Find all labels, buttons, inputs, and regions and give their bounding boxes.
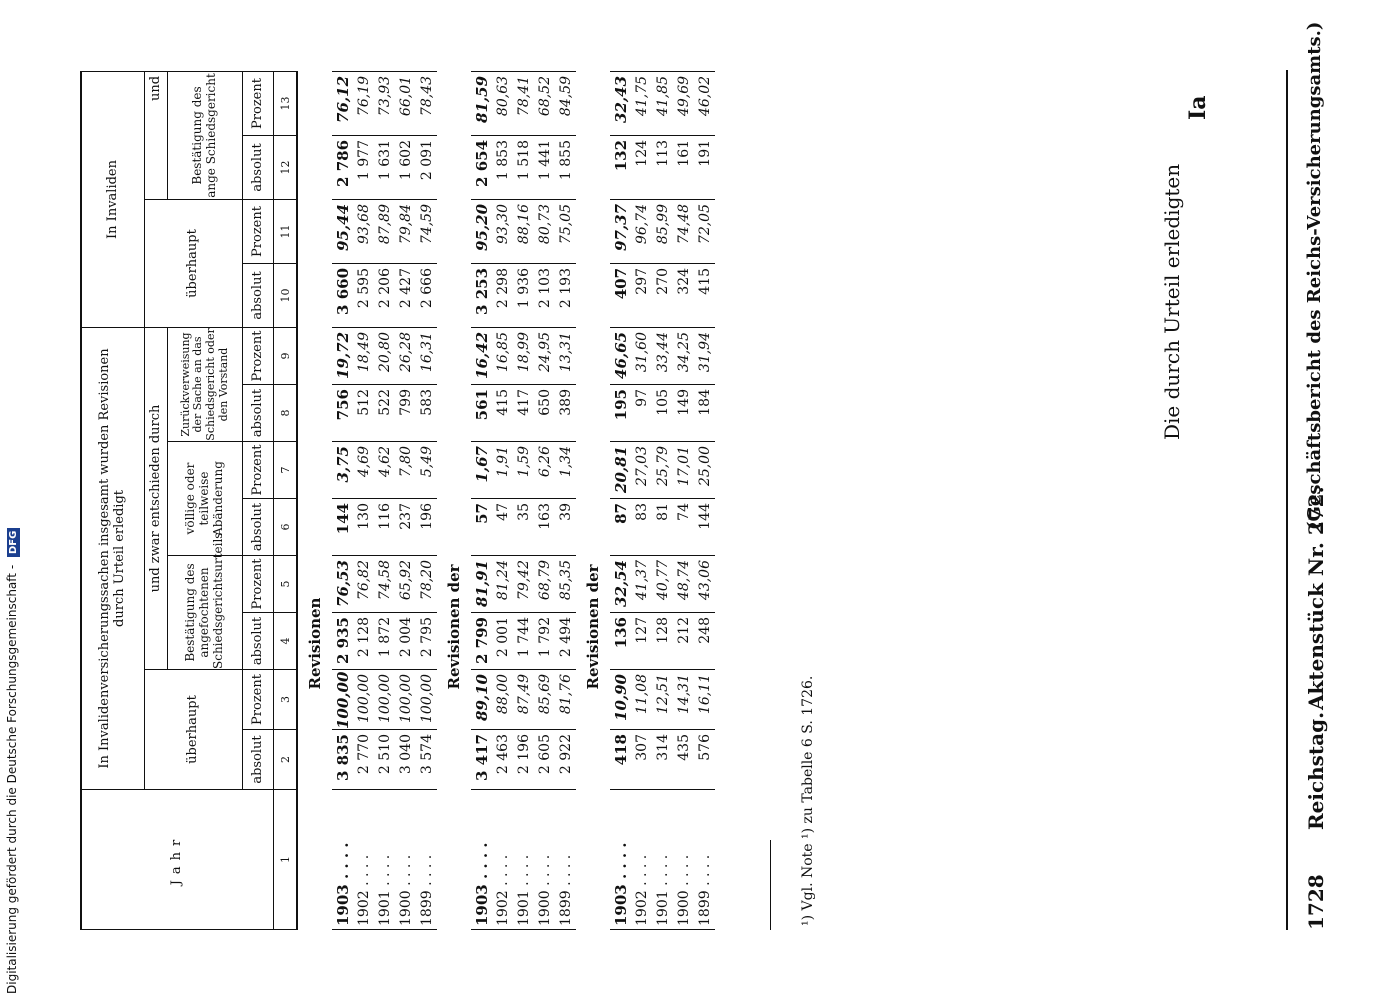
- value-cell: 196: [416, 499, 437, 556]
- col-number: 13: [274, 71, 298, 135]
- value-cell: 2 786: [332, 135, 353, 199]
- head-absolut: absolut: [243, 499, 274, 556]
- value-cell: 7,80: [395, 442, 416, 499]
- value-cell: 16,31: [416, 327, 437, 384]
- year-cell: 1903 . . . .: [610, 790, 631, 930]
- value-cell: 65,92: [395, 556, 416, 613]
- value-cell: 3 835: [332, 730, 353, 790]
- value-cell: 2 206: [374, 263, 395, 327]
- value-cell: 10,90: [610, 670, 631, 730]
- value-cell: 81,91: [471, 556, 492, 613]
- value-cell: 314: [652, 730, 673, 790]
- value-cell: 25,79: [652, 442, 673, 499]
- value-cell: 2 427: [395, 263, 416, 327]
- value-cell: 95,44: [332, 199, 353, 263]
- value-cell: 97: [631, 385, 652, 442]
- value-cell: 87,49: [513, 670, 534, 730]
- year-cell: 1900 . . . .: [534, 790, 555, 930]
- col-number: 8: [274, 385, 298, 442]
- value-cell: 512: [353, 385, 374, 442]
- table-row: [631, 71, 652, 929]
- value-cell: 2 795: [416, 613, 437, 670]
- header-aktenstueck: Aktenstück Nr. 272.: [1304, 486, 1328, 710]
- value-cell: 1 855: [555, 135, 576, 199]
- head-prozent: Prozent: [243, 556, 274, 613]
- value-cell: 81,76: [555, 670, 576, 730]
- table-row: [374, 71, 395, 929]
- value-cell: 89,10: [471, 670, 492, 730]
- value-cell: 195: [610, 385, 631, 442]
- value-cell: 1 936: [513, 263, 534, 327]
- value-cell: 2 595: [353, 263, 374, 327]
- value-cell: 2 654: [471, 135, 492, 199]
- value-cell: 2 494: [555, 613, 576, 670]
- value-cell: 324: [673, 263, 694, 327]
- table-row: [694, 71, 715, 929]
- value-cell: 100,00: [374, 670, 395, 730]
- value-cell: 43,06: [694, 556, 715, 613]
- value-cell: 74,59: [416, 199, 437, 263]
- value-cell: 407: [610, 263, 631, 327]
- section-heading-row: [297, 71, 332, 929]
- head-group-a: In Invalidenversicherungssachen insgesamt wurden Revisionen durch Urteil erledigt: [81, 327, 145, 789]
- value-cell: 1,34: [555, 442, 576, 499]
- value-cell: 33,44: [652, 327, 673, 384]
- value-cell: 756: [332, 385, 353, 442]
- value-cell: 3 253: [471, 263, 492, 327]
- value-cell: 74,58: [374, 556, 395, 613]
- col-number: 10: [274, 263, 298, 327]
- value-cell: 46,02: [694, 71, 715, 135]
- value-cell: 3 660: [332, 263, 353, 327]
- value-cell: 16,85: [492, 327, 513, 384]
- value-cell: 116: [374, 499, 395, 556]
- value-cell: 270: [652, 263, 673, 327]
- value-cell: 76,53: [332, 556, 353, 613]
- value-cell: 415: [492, 385, 513, 442]
- page-header: [1300, 21, 1340, 930]
- value-cell: 34,25: [673, 327, 694, 384]
- value-cell: 132: [610, 135, 631, 199]
- value-cell: 2 004: [395, 613, 416, 670]
- value-cell: 124: [631, 135, 652, 199]
- page-number: 1728: [1304, 874, 1328, 930]
- head-jahr: Jahr: [81, 790, 274, 930]
- value-cell: 68,79: [534, 556, 555, 613]
- head-aenderung: völlige oder teilweise Abänderung: [168, 442, 243, 556]
- side-note-text: Digitalisierung gefördert durch die Deutsche Forschungsgemeinschaft -: [5, 564, 19, 994]
- table-row: [416, 71, 437, 929]
- value-cell: 2 128: [353, 613, 374, 670]
- value-cell: 88,00: [492, 670, 513, 730]
- head-prozent: Prozent: [243, 670, 274, 730]
- section-heading: Revisionen: [306, 597, 324, 690]
- year-cell: 1901 . . . .: [374, 790, 395, 930]
- year-cell: 1900 . . . .: [673, 790, 694, 930]
- section-heading: Revisionen der: [584, 564, 602, 690]
- header-right: (Geschäftsbericht des Reichs-Versicherungsamts.): [1304, 21, 1325, 530]
- table-row: [610, 71, 631, 929]
- value-cell: 1,91: [492, 442, 513, 499]
- value-cell: 2 091: [416, 135, 437, 199]
- value-cell: 2 510: [374, 730, 395, 790]
- head-bestaetigung: Bestätigung des angefochtenen Schiedsgerichtsurteils: [168, 556, 243, 670]
- value-cell: 2 001: [492, 613, 513, 670]
- col-number: 1: [274, 790, 298, 930]
- value-cell: 76,82: [353, 556, 374, 613]
- value-cell: 1 977: [353, 135, 374, 199]
- value-cell: 41,37: [631, 556, 652, 613]
- value-cell: 1,67: [471, 442, 492, 499]
- col-number: 12: [274, 135, 298, 199]
- value-cell: 144: [694, 499, 715, 556]
- table-row: [534, 71, 555, 929]
- column-numbers: [274, 71, 298, 929]
- value-cell: 1 853: [492, 135, 513, 199]
- value-cell: 76,19: [353, 71, 374, 135]
- year-cell: 1899 . . . .: [694, 790, 715, 930]
- value-cell: 100,00: [416, 670, 437, 730]
- year-cell: 1902 . . . .: [631, 790, 652, 930]
- value-cell: 4,69: [353, 442, 374, 499]
- value-cell: 184: [694, 385, 715, 442]
- value-cell: 83: [631, 499, 652, 556]
- value-cell: 212: [673, 613, 694, 670]
- value-cell: 24,95: [534, 327, 555, 384]
- value-cell: 78,43: [416, 71, 437, 135]
- value-cell: 127: [631, 613, 652, 670]
- value-cell: 2 935: [332, 613, 353, 670]
- section-heading-row: [437, 71, 471, 929]
- table-row: [395, 71, 416, 929]
- value-cell: 16,42: [471, 327, 492, 384]
- year-cell: 1900 . . . .: [395, 790, 416, 930]
- value-cell: 57: [471, 499, 492, 556]
- value-cell: 41,85: [652, 71, 673, 135]
- value-cell: 3 040: [395, 730, 416, 790]
- value-cell: 415: [694, 263, 715, 327]
- value-cell: 78,20: [416, 556, 437, 613]
- value-cell: 78,41: [513, 71, 534, 135]
- value-cell: 35: [513, 499, 534, 556]
- value-cell: 96,74: [631, 199, 652, 263]
- value-cell: 80,63: [492, 71, 513, 135]
- data-table: [80, 71, 715, 930]
- value-cell: 93,30: [492, 199, 513, 263]
- value-cell: 87,89: [374, 199, 395, 263]
- value-cell: 3 417: [471, 730, 492, 790]
- value-cell: 128: [652, 613, 673, 670]
- col-number: 3: [274, 670, 298, 730]
- head-absolut: absolut: [243, 613, 274, 670]
- head-prozent: Prozent: [243, 442, 274, 499]
- value-cell: 32,43: [610, 71, 631, 135]
- value-cell: 2 193: [555, 263, 576, 327]
- value-cell: 48,74: [673, 556, 694, 613]
- value-cell: 2 196: [513, 730, 534, 790]
- head-prozent: Prozent: [243, 71, 274, 135]
- value-cell: 191: [694, 135, 715, 199]
- value-cell: 72,05: [694, 199, 715, 263]
- head-und-zwar: und zwar entschieden durch: [145, 327, 168, 669]
- table-row: [492, 71, 513, 929]
- table-row: [513, 71, 534, 929]
- year-cell: 1903 . . . .: [471, 790, 492, 930]
- side-note: [5, 528, 20, 994]
- head-prozent: Prozent: [243, 199, 274, 263]
- value-cell: 650: [534, 385, 555, 442]
- value-cell: 136: [610, 613, 631, 670]
- head-prozent: Prozent: [243, 327, 274, 384]
- value-cell: 105: [652, 385, 673, 442]
- col-number: 4: [274, 613, 298, 670]
- value-cell: 100,00: [353, 670, 374, 730]
- head-bestaetigung-b: Bestätigung des ange Schiedsgericht: [168, 71, 243, 199]
- value-cell: 2 463: [492, 730, 513, 790]
- value-cell: 66,01: [395, 71, 416, 135]
- value-cell: 248: [694, 613, 715, 670]
- value-cell: 1 744: [513, 613, 534, 670]
- year-cell: 1902 . . . .: [492, 790, 513, 930]
- value-cell: 18,49: [353, 327, 374, 384]
- value-cell: 5,49: [416, 442, 437, 499]
- value-cell: 100,00: [332, 670, 353, 730]
- head-absolut: absolut: [243, 730, 274, 790]
- value-cell: 237: [395, 499, 416, 556]
- year-cell: 1901 . . . .: [652, 790, 673, 930]
- value-cell: 1 602: [395, 135, 416, 199]
- col-number: 7: [274, 442, 298, 499]
- head-und: und: [145, 71, 168, 199]
- footnote-rule: [770, 840, 771, 930]
- head-absolut: absolut: [243, 385, 274, 442]
- value-cell: 307: [631, 730, 652, 790]
- value-cell: 389: [555, 385, 576, 442]
- head-zurueck: Zurückverweisung der Sache an das Schiedsgericht oder den Vorstand: [168, 327, 243, 441]
- value-cell: 73,93: [374, 71, 395, 135]
- head-absolut: absolut: [243, 263, 274, 327]
- head-group-b: In Invaliden: [81, 71, 145, 327]
- head-ueberhaupt-a: überhaupt: [145, 670, 243, 790]
- value-cell: 85,99: [652, 199, 673, 263]
- col-number: 2: [274, 730, 298, 790]
- value-cell: 1 792: [534, 613, 555, 670]
- value-cell: 3,75: [332, 442, 353, 499]
- value-cell: 2 605: [534, 730, 555, 790]
- table-row: [673, 71, 694, 929]
- value-cell: 799: [395, 385, 416, 442]
- value-cell: 6,26: [534, 442, 555, 499]
- value-cell: 576: [694, 730, 715, 790]
- value-cell: 80,73: [534, 199, 555, 263]
- header-rule: [1286, 70, 1288, 930]
- value-cell: 74,48: [673, 199, 694, 263]
- value-cell: 74: [673, 499, 694, 556]
- value-cell: 81,59: [471, 71, 492, 135]
- section-heading: Revisionen der: [445, 564, 463, 690]
- value-cell: 27,03: [631, 442, 652, 499]
- year-cell: 1901 . . . .: [513, 790, 534, 930]
- head-ueberhaupt-b: überhaupt: [145, 199, 243, 327]
- col-number: 5: [274, 556, 298, 613]
- value-cell: 2 298: [492, 263, 513, 327]
- part-marker: Ia: [1185, 95, 1211, 120]
- value-cell: 40,77: [652, 556, 673, 613]
- value-cell: 31,94: [694, 327, 715, 384]
- table-row: [555, 71, 576, 929]
- value-cell: 522: [374, 385, 395, 442]
- value-cell: 2 103: [534, 263, 555, 327]
- value-cell: 47: [492, 499, 513, 556]
- value-cell: 95,20: [471, 199, 492, 263]
- value-cell: 41,75: [631, 71, 652, 135]
- value-cell: 97,37: [610, 199, 631, 263]
- value-cell: 76,12: [332, 71, 353, 135]
- footnote: ¹) Vgl. Note ¹) zu Tabelle 6 S. 1726.: [800, 675, 816, 926]
- value-cell: 130: [353, 499, 374, 556]
- header-left: Reichstag.: [1304, 711, 1328, 830]
- value-cell: 31,60: [631, 327, 652, 384]
- value-cell: 79,84: [395, 199, 416, 263]
- year-cell: 1899 . . . .: [555, 790, 576, 930]
- table-row: [471, 71, 492, 929]
- value-cell: 68,52: [534, 71, 555, 135]
- col-number: 6: [274, 499, 298, 556]
- value-cell: 13,31: [555, 327, 576, 384]
- value-cell: 297: [631, 263, 652, 327]
- value-cell: 16,11: [694, 670, 715, 730]
- value-cell: 4,62: [374, 442, 395, 499]
- value-cell: 1,59: [513, 442, 534, 499]
- dfg-logo: DFG: [7, 528, 20, 557]
- value-cell: 19,72: [332, 327, 353, 384]
- value-cell: 2 799: [471, 613, 492, 670]
- value-cell: 46,65: [610, 327, 631, 384]
- value-cell: 85,35: [555, 556, 576, 613]
- section-heading-row: [576, 71, 610, 929]
- value-cell: 1 441: [534, 135, 555, 199]
- value-cell: 1 631: [374, 135, 395, 199]
- value-cell: 81,24: [492, 556, 513, 613]
- value-cell: 85,69: [534, 670, 555, 730]
- value-cell: 1 872: [374, 613, 395, 670]
- value-cell: 17,01: [673, 442, 694, 499]
- value-cell: 39: [555, 499, 576, 556]
- value-cell: 12,51: [652, 670, 673, 730]
- value-cell: 79,42: [513, 556, 534, 613]
- value-cell: 561: [471, 385, 492, 442]
- value-cell: 113: [652, 135, 673, 199]
- value-cell: 84,59: [555, 71, 576, 135]
- value-cell: 161: [673, 135, 694, 199]
- table-row: [353, 71, 374, 929]
- value-cell: 14,31: [673, 670, 694, 730]
- value-cell: 26,28: [395, 327, 416, 384]
- table-row: [652, 71, 673, 929]
- year-cell: 1902 . . . .: [353, 790, 374, 930]
- value-cell: 2 922: [555, 730, 576, 790]
- value-cell: 100,00: [395, 670, 416, 730]
- col-number: 9: [274, 327, 298, 384]
- value-cell: 20,81: [610, 442, 631, 499]
- value-cell: 2 770: [353, 730, 374, 790]
- value-cell: 163: [534, 499, 555, 556]
- table-body: [297, 71, 715, 929]
- value-cell: 1 518: [513, 135, 534, 199]
- value-cell: 11,08: [631, 670, 652, 730]
- head-absolut: absolut: [243, 135, 274, 199]
- value-cell: 2 666: [416, 263, 437, 327]
- value-cell: 435: [673, 730, 694, 790]
- value-cell: 583: [416, 385, 437, 442]
- value-cell: 18,99: [513, 327, 534, 384]
- value-cell: 20,80: [374, 327, 395, 384]
- table-row: [332, 71, 353, 929]
- value-cell: 87: [610, 499, 631, 556]
- value-cell: 25,00: [694, 442, 715, 499]
- value-cell: 417: [513, 385, 534, 442]
- value-cell: 32,54: [610, 556, 631, 613]
- value-cell: 75,05: [555, 199, 576, 263]
- col-number: 11: [274, 199, 298, 263]
- year-cell: 1899 . . . .: [416, 790, 437, 930]
- year-cell: 1903 . . . .: [332, 790, 353, 930]
- value-cell: 49,69: [673, 71, 694, 135]
- value-cell: 93,68: [353, 199, 374, 263]
- value-cell: 81: [652, 499, 673, 556]
- part-title: Die durch Urteil erledigten: [1160, 163, 1184, 440]
- value-cell: 3 574: [416, 730, 437, 790]
- value-cell: 149: [673, 385, 694, 442]
- value-cell: 418: [610, 730, 631, 790]
- value-cell: 88,16: [513, 199, 534, 263]
- value-cell: 144: [332, 499, 353, 556]
